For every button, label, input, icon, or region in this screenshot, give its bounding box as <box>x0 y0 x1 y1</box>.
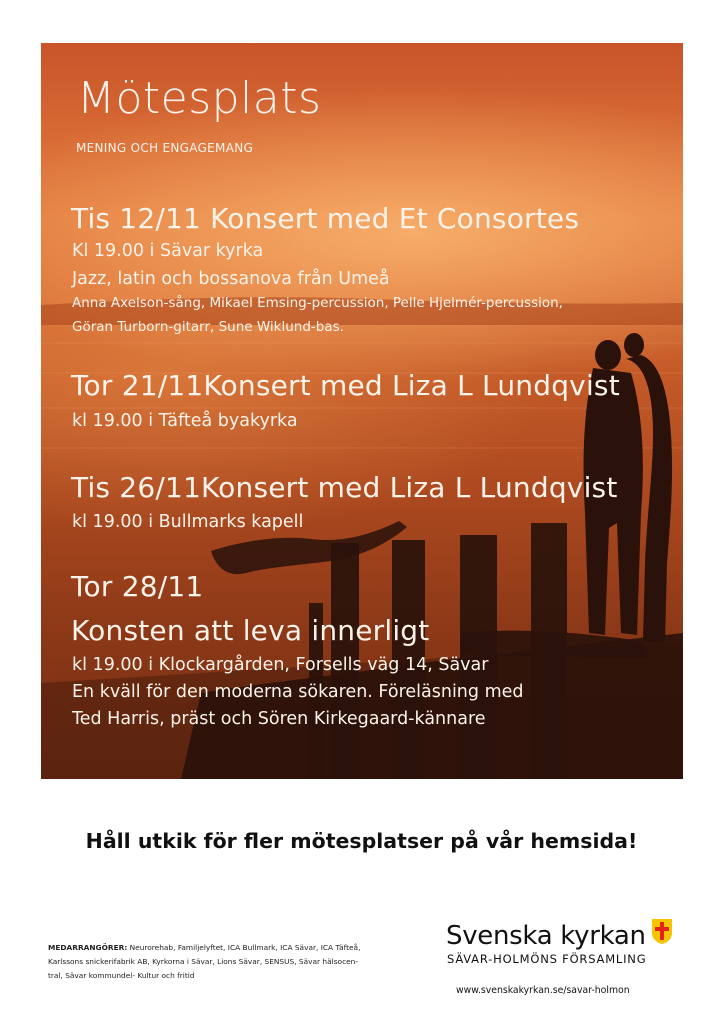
event-1-time-place: Kl 19.00 i Sävar kyrka <box>72 241 264 261</box>
event-4-time-place: kl 19.00 i Klockargården, Forsells väg 14, Sävar <box>72 655 489 675</box>
event-2-heading: Tor 21/11Konsert med Liza L Lundqvist <box>71 369 620 402</box>
event-1-performers-line-1: Anna Axelson-sång, Mikael Emsing-percussion, Pelle Hjelmér-percussion, <box>72 295 563 311</box>
event-1-heading: Tis 12/11 Konsert med Et Consortes <box>71 202 580 235</box>
poster-subtitle: MENING OCH ENGAGEMANG <box>76 141 254 155</box>
event-poster <box>41 43 683 779</box>
event-4-date: Tor 28/11 <box>71 570 204 603</box>
poster-title: Mötesplats <box>77 73 322 124</box>
parish-website-link[interactable]: www.svenskakyrkan.se/savar-holmon <box>456 985 630 996</box>
co-organizers-line-2: Karlssons snickerifabrik AB, Kyrkorna i Sävar, Lions Sävar, SENSUS, Sävar hälsocen- <box>48 957 359 966</box>
church-parish-name: SÄVAR-HOLMÖNS FÖRSAMLING <box>447 952 647 966</box>
event-2-time-place: kl 19.00 i Täfteå byakyrka <box>72 411 298 431</box>
church-cross-logo-icon <box>651 918 673 945</box>
event-4-description-line-1: En kväll för den moderna sökaren. Föreläsning med <box>72 682 524 702</box>
church-logo-name: Svenska kyrkan <box>446 921 646 951</box>
event-4-description-line-2: Ted Harris, präst och Sören Kirkegaard-kännare <box>72 709 486 729</box>
co-organizers-line-1: Neurorehab, Familjelyftet, ICA Bullmark, ICA Sävar, ICA Täfteå, <box>127 943 361 952</box>
co-organizers-label: MEDARRANGÖRER: <box>48 943 128 952</box>
co-organizers-line-3: tral, Sävar kommundel- Kultur och fritid <box>48 971 195 980</box>
event-3-heading: Tis 26/11Konsert med Liza L Lundqvist <box>71 471 618 504</box>
event-1-performers-line-2: Göran Turborn-gitarr, Sune Wiklund-bas. <box>72 319 344 335</box>
event-4-heading: Konsten att leva innerligt <box>71 614 430 647</box>
website-tagline: Håll utkik för fler mötesplatser på vår hemsida! <box>85 829 638 853</box>
event-1-description: Jazz, latin och bossanova från Umeå <box>72 269 390 289</box>
event-3-time-place: kl 19.00 i Bullmarks kapell <box>72 512 304 532</box>
co-organizers-list <box>48 941 393 983</box>
